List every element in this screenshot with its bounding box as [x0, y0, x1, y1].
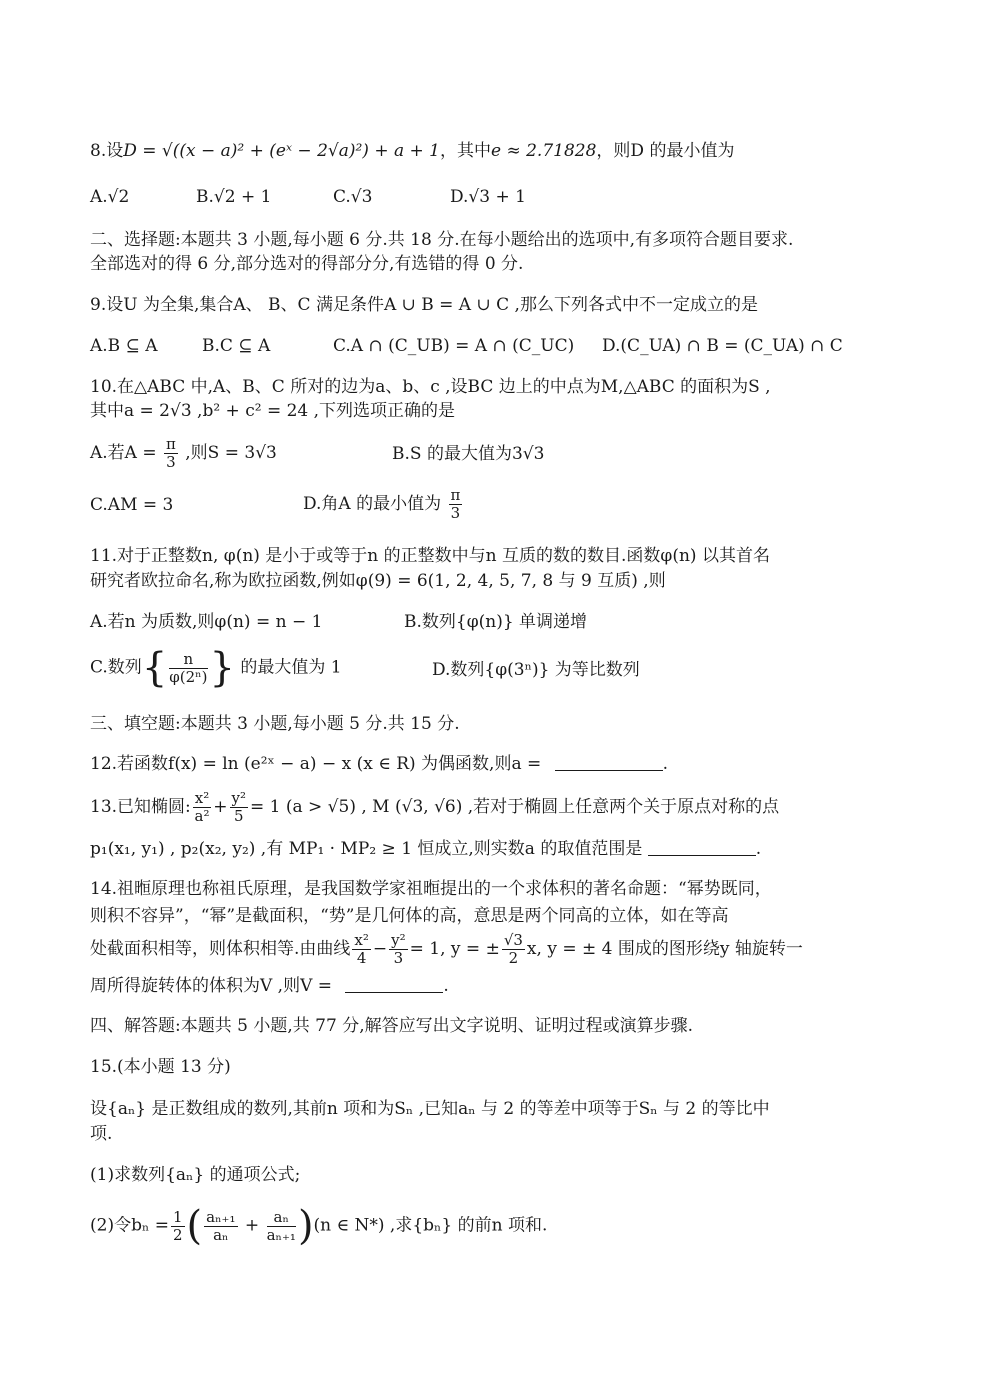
- frac-den: aₙ: [213, 1225, 229, 1244]
- frac-den: 4: [356, 949, 367, 967]
- q14-line1: 14.祖暅原理也称祖氏原理，是我国数学家祖暅提出的一个求体积的著名命题：“幂势既同，: [90, 879, 772, 899]
- q11-line1: 11.对于正整数n, φ(n) 是小于或等于n 的正整数中与n 互质的数的数目.函数φ(n) 以其首名: [90, 546, 770, 566]
- q15-title: 15.(本小题 13 分): [90, 1057, 231, 1077]
- q8-stem: [90, 140, 734, 162]
- frac-num: 1: [172, 1207, 183, 1226]
- frac-den: 2: [508, 949, 519, 967]
- q10-option-b: B.S 的最大值为3√3: [392, 444, 545, 464]
- q10-option-d: [303, 487, 464, 522]
- q10-line1: 10.在△ABC 中,A、B、C 所对的边为a、b、c ,设BC 边上的中点为M,△ABC 的面积为S ,: [90, 377, 771, 397]
- q10-a-post: ,则S = 3√3: [185, 443, 277, 463]
- q11-option-c: [90, 645, 342, 691]
- q11-c-post: 的最大值为 1: [234, 657, 342, 678]
- q11-c-pre: C.数列: [90, 657, 142, 678]
- q14-frac1: [352, 932, 370, 967]
- q13-pre: 13.已知椭圆:: [90, 797, 191, 817]
- frac-den: 2: [172, 1225, 183, 1244]
- q10-a-pre: A.若A =: [90, 443, 157, 463]
- section4-line: 四、解答题:本题共 5 小题,共 77 分,解答应写出文字说明、证明过程或演算步骤.: [90, 1016, 694, 1036]
- q14-line4: [90, 975, 449, 997]
- q8-option-b: B.√2 + 1: [196, 187, 272, 207]
- section3-line: 三、填空题:本题共 3 小题,每小题 5 分.共 15 分.: [90, 714, 460, 734]
- section2-line1: 二、选择题:本题共 3 小题,每小题 6 分.共 18 分.在每小题给出的选项中,有多项符合题目要求.: [90, 230, 794, 250]
- q12-answer-blank[interactable]: [555, 770, 663, 771]
- frac-den: 3: [450, 504, 461, 522]
- frac-num: y²: [391, 931, 406, 949]
- q15-post: ,求{bₙ} 的前n 项和.: [384, 1215, 548, 1236]
- q10-option-a: [90, 436, 277, 471]
- frac-num: aₙ: [267, 1209, 296, 1227]
- q14-post: x, y = ± 4 围成的图形绕y 轴旋转一: [526, 939, 803, 959]
- q13-end: .: [755, 839, 762, 859]
- q11-option-a: A.若n 为质数,则φ(n) = n − 1: [90, 612, 323, 632]
- q15-mid: (n ∈ N*): [313, 1215, 385, 1236]
- q9-option-d: D.(C_UA) ∩ B = (C_UA) ∩ C: [602, 336, 843, 356]
- q15-frac-a: [204, 1209, 237, 1244]
- q10-line2: 其中a = 2√3 ,b² + c² = 24 ,下列选项正确的是: [90, 401, 456, 421]
- q11-option-d: D.数列{φ(3ⁿ)} 为等比数列: [432, 660, 640, 680]
- q13-answer-blank[interactable]: [648, 855, 756, 856]
- q15-frac-b: [267, 1209, 296, 1244]
- q14-answer-blank[interactable]: [345, 992, 443, 993]
- left-brace: {: [141, 645, 168, 691]
- q14-frac3: [502, 932, 525, 967]
- q9-stem: 9.设U 为全集,集合A、 B、C 满足条件A ∪ B = A ∪ C ,那么下列各式中不一定成立的是: [90, 295, 758, 315]
- q11-option-b: B.数列{φ(n)} 单调递增: [404, 612, 588, 632]
- left-paren: (: [186, 1203, 203, 1249]
- section2-line2: 全部选对的得 6 分,部分选对的得部分分,有选错的得 0 分.: [90, 254, 524, 274]
- q11-c-fraction: [169, 651, 207, 686]
- q9-option-a: A.B ⊆ A: [90, 336, 158, 356]
- q9-option-c: C.A ∩ (C_UB) = A ∩ (C_UC): [333, 336, 575, 356]
- q14-pre: 处截面积相等，则体积相等.由曲线: [90, 939, 351, 959]
- q8-option-a: A.√2: [90, 187, 130, 207]
- frac-num: n: [169, 651, 207, 669]
- frac-den: a²: [194, 807, 210, 825]
- q13-post: = 1 (a > √5) , M (√3, √6) ,若对于椭圆上任意两个关于原点对称的点: [250, 797, 780, 817]
- q9-option-b: B.C ⊆ A: [202, 336, 271, 356]
- q15-pre: (2)令bₙ =: [90, 1215, 169, 1236]
- frac-den: φ(2ⁿ): [169, 667, 208, 686]
- q10-d-fraction: [449, 487, 463, 522]
- q14-text4: 周所得旋转体的体积为V ,则V =: [90, 976, 333, 996]
- q12-text: 12.若函数f(x) = ln (e²ˣ − a) − x (x ∈ R) 为偶函数,则a =: [90, 754, 542, 774]
- q8-prefix: 8.设: [90, 141, 124, 161]
- q13-text2: p₁(x₁, y₁) , p₂(x₂, y₂) ,有 MP₁ · MP₂ ≥ 1 恒成立,则实数a 的取值范围是: [90, 839, 643, 859]
- q14-end: .: [443, 976, 449, 996]
- q14-minus: −: [372, 939, 388, 959]
- q15-line2: 项.: [90, 1124, 113, 1144]
- right-brace: }: [209, 645, 235, 691]
- q12-stem: [90, 753, 668, 775]
- frac-num: aₙ₊₁: [206, 1207, 236, 1226]
- q13-plus: +: [213, 797, 228, 817]
- q15-part2: (2)令bₙ = $\frac{1}{2}$ ( $\frac{\text{aₙ₊₁}}{\text{aₙ}}$ + $\frac{\text{aₙ}}{\text{aₙ₊₁}}$ )(n ∈ N*) ,求{bₙ} 的前n 项和.: [90, 1203, 548, 1249]
- frac-num: x²: [354, 931, 369, 949]
- frac-num: π: [166, 435, 176, 453]
- q15-half: [171, 1209, 185, 1244]
- q10-a-fraction: [164, 436, 178, 471]
- q14-line3: [90, 932, 803, 967]
- q8-option-c: C.√3: [333, 187, 373, 207]
- right-paren: ): [297, 1203, 314, 1249]
- q14-line2: 则积不容异”，“幂”是截面积，“势”是几何体的高，意思是两个同高的立体，如在等高: [90, 906, 729, 926]
- q8-e: e ≈ 2.71828: [490, 141, 597, 161]
- q13-frac1: [193, 790, 211, 825]
- frac-den: aₙ₊₁: [266, 1225, 296, 1244]
- q8-formula: D = √((x − a)² + (eˣ − 2√a)²) + a + 1: [123, 141, 440, 161]
- frac-num: √3: [503, 931, 523, 949]
- q8-mid: ，其中: [439, 141, 491, 161]
- q11-line2: 研究者欧拉命名,称为欧拉函数,例如φ(9) = 6(1, 2, 4, 5, 7, 8 与 9 互质) ,则: [90, 571, 666, 591]
- q10-option-c: C.AM = 3: [90, 495, 174, 515]
- q13-frac2: [230, 790, 249, 825]
- q13-line1: [90, 790, 779, 825]
- frac-den: 5: [233, 807, 244, 825]
- frac-num: y²: [231, 789, 246, 807]
- q12-end: .: [662, 754, 669, 774]
- q8-suffix: ，则D 的最小值为: [596, 141, 735, 161]
- q14-frac2: [389, 932, 408, 967]
- q15-line1: 设{aₙ} 是正数组成的数列,其前n 项和为Sₙ ,已知aₙ 与 2 的等差中项等于Sₙ 与 2 的等比中: [90, 1099, 770, 1119]
- q8-option-d: D.√3 + 1: [450, 187, 526, 207]
- q10-d-pre: D.角A 的最小值为: [303, 494, 442, 514]
- q14-mid: = 1, y = ±: [409, 939, 500, 959]
- frac-num: x²: [194, 789, 210, 807]
- frac-den: 3: [166, 453, 176, 471]
- frac-den: 3: [393, 949, 404, 967]
- frac-num: π: [450, 486, 461, 504]
- q15-part1: (1)求数列{aₙ} 的通项公式;: [90, 1165, 301, 1185]
- q13-line2: [90, 838, 761, 860]
